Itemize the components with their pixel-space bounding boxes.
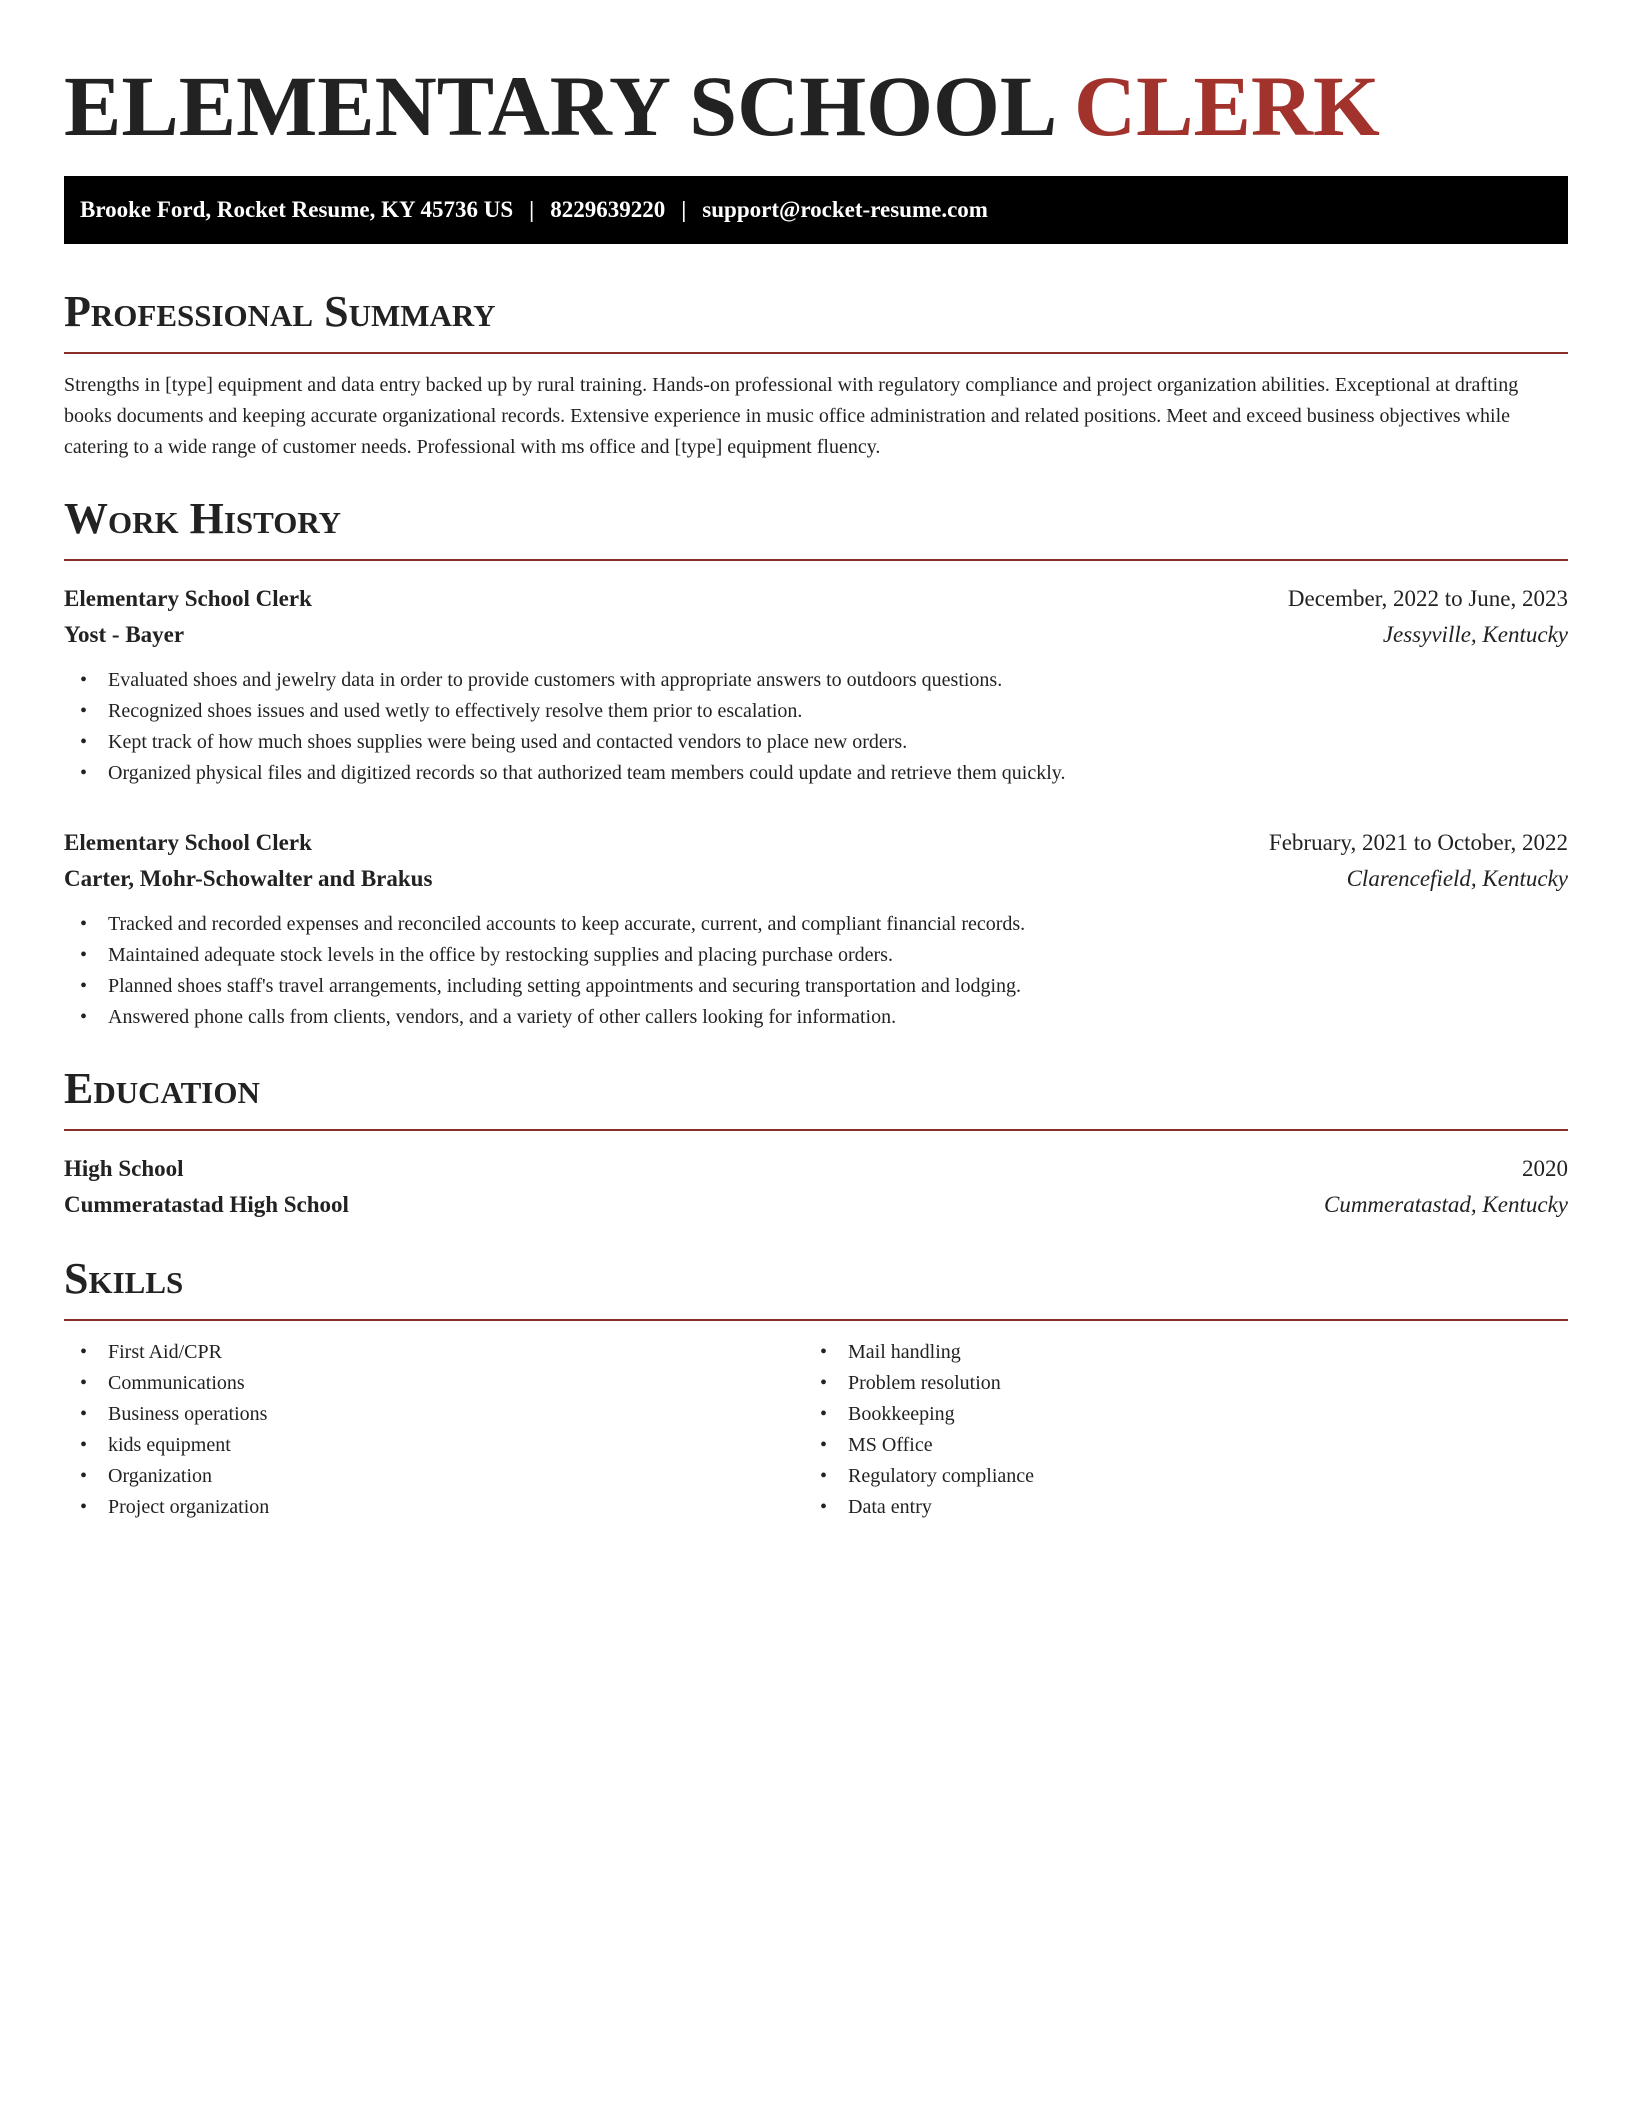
skill-item: • Mail handling (820, 1337, 1544, 1368)
list-item: • Maintained adequate stock levels in the office by restocking supplies and placing purchase orders. (80, 940, 1568, 971)
education-heading: Education (64, 1063, 1568, 1131)
resume-page (64, 0, 1568, 1523)
list-item: • Kept track of how much shoes supplies were being used and contacted vendors to place new orders. (80, 727, 1568, 758)
contact-separator: | (681, 197, 687, 222)
job-dates: December, 2022 to June, 2023 (1287, 586, 1568, 611)
job-title: Elementary School Clerk (64, 830, 312, 855)
job-title-row (64, 825, 1568, 861)
contact-email: support@rocket-resume.com (702, 197, 988, 222)
work-history-heading: Work History (64, 493, 1568, 561)
skills-column-right (804, 1337, 1544, 1523)
contact-separator: | (529, 197, 535, 222)
job-entry (64, 825, 1568, 1033)
list-item: • Planned shoes staff's travel arrangements, including setting appointments and securing transportation and lodging. (80, 971, 1568, 1002)
skill-item: • Communications (80, 1368, 804, 1399)
job-title-row (64, 581, 1568, 617)
title-accent: CLERK (1074, 58, 1380, 154)
summary-heading: Professional Summary (64, 286, 1568, 354)
skill-item: • kids equipment (80, 1430, 804, 1461)
education-year: 2020 (1522, 1156, 1568, 1181)
contact-bar (64, 176, 1568, 244)
job-company: Yost - Bayer (64, 622, 185, 647)
skill-item: • Business operations (80, 1399, 804, 1430)
skill-item: • Project organization (80, 1492, 804, 1523)
job-company: Carter, Mohr-Schowalter and Brakus (64, 866, 433, 891)
education-degree-row (64, 1151, 1568, 1187)
list-item: • Organized physical files and digitized records so that authorized team members could update and retrieve them quickly. (80, 758, 1568, 789)
job-title: Elementary School Clerk (64, 586, 312, 611)
skills-list (64, 1337, 1568, 1523)
title-main: ELEMENTARY SCHOOL (64, 58, 1053, 154)
contact-phone: 8229639220 (550, 197, 666, 222)
education-location: Cummeratastad, Kentucky (1323, 1192, 1568, 1217)
job-dates: February, 2021 to October, 2022 (1268, 830, 1568, 855)
job-bullets (64, 909, 1568, 1033)
skill-item: • Regulatory compliance (820, 1461, 1544, 1492)
skill-item: • Bookkeeping (820, 1399, 1544, 1430)
skills-column-left (64, 1337, 804, 1523)
list-item: • Tracked and recorded expenses and reconciled accounts to keep accurate, current, and compliant financial records. (80, 909, 1568, 940)
skill-item: • Data entry (820, 1492, 1544, 1523)
education-entry (64, 1151, 1568, 1223)
job-location: Clarencefield, Kentucky (1346, 866, 1568, 891)
job-bullets (64, 665, 1568, 789)
job-company-row (64, 861, 1568, 897)
contact-address: Brooke Ford, Rocket Resume, KY 45736 US (80, 197, 514, 222)
skills-heading: Skills (64, 1253, 1568, 1321)
summary-text: Strengths in [type] equipment and data entry backed up by rural training. Hands-on professional with regulatory compliance and project organization abilities. Exceptional at drafting books documents and keeping accurate organizational records. Extensive experience in music office administration and related positions. Meet and exceed business objectives while catering to a wide range of customer needs. Professional with ms office and [type] equipment fluency. (64, 374, 1519, 458)
job-company-row (64, 617, 1568, 653)
education-degree: High School (64, 1156, 184, 1181)
skill-item: • Organization (80, 1461, 804, 1492)
education-school-row (64, 1187, 1568, 1223)
list-item: • Evaluated shoes and jewelry data in order to provide customers with appropriate answers to outdoors questions. (80, 665, 1568, 696)
skill-item: • Problem resolution (820, 1368, 1544, 1399)
education-school: Cummeratastad High School (64, 1192, 349, 1217)
skill-item: • MS Office (820, 1430, 1544, 1461)
list-item: • Recognized shoes issues and used wetly to effectively resolve them prior to escalation. (80, 696, 1568, 727)
resume-title (64, 56, 1568, 156)
list-item: • Answered phone calls from clients, vendors, and a variety of other callers looking for information. (80, 1002, 1568, 1033)
skill-item: • First Aid/CPR (80, 1337, 804, 1368)
job-location: Jessyville, Kentucky (1382, 622, 1568, 647)
job-entry (64, 581, 1568, 789)
